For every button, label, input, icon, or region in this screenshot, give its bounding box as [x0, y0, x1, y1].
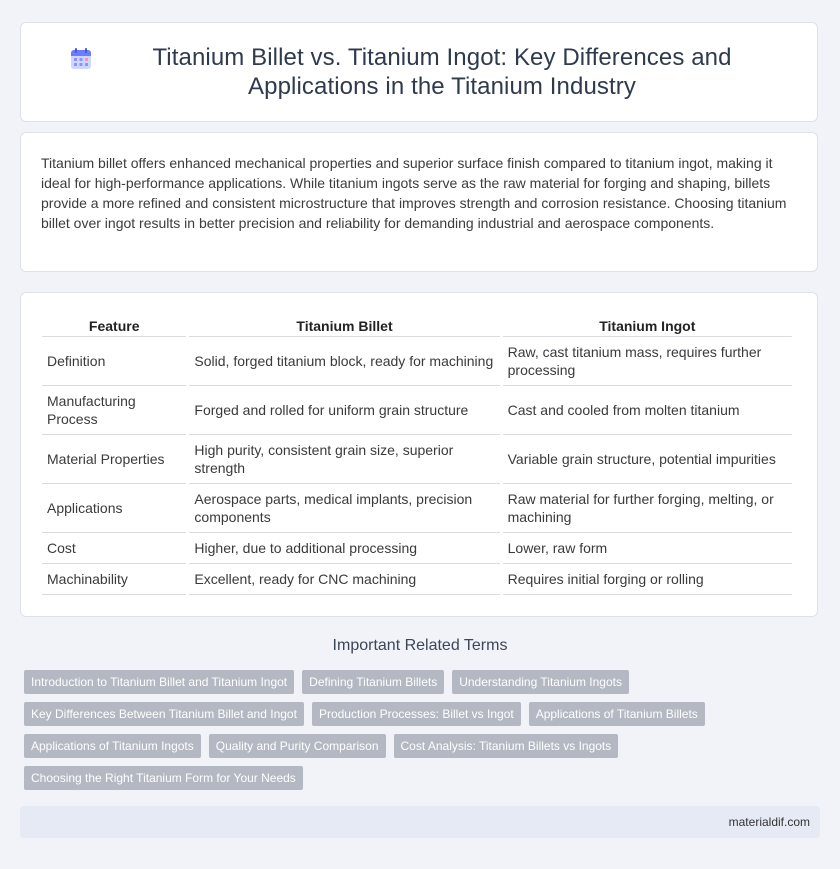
related-term-tag[interactable]: Cost Analysis: Titanium Billets vs Ingots [394, 734, 619, 758]
row-billet: Aerospace parts, medical implants, precision components [189, 484, 499, 533]
related-term-tag[interactable]: Quality and Purity Comparison [209, 734, 386, 758]
table-row [42, 564, 792, 595]
related-term-tag[interactable]: Understanding Titanium Ingots [452, 670, 629, 694]
row-ingot: Variable grain structure, potential impurities [503, 435, 792, 484]
header-titanium-ingot: Titanium Ingot [503, 314, 792, 337]
table-row [42, 533, 792, 564]
row-billet: Higher, due to additional processing [189, 533, 499, 564]
related-term-tag[interactable]: Key Differences Between Titanium Billet and Ingot [24, 702, 304, 726]
related-term-tag[interactable]: Choosing the Right Titanium Form for Your Needs [24, 766, 303, 790]
related-term-tag[interactable]: Introduction to Titanium Billet and Titanium Ingot [24, 670, 294, 694]
row-feature: Applications [42, 484, 186, 533]
related-terms-heading: Important Related Terms [332, 637, 508, 654]
table-row [42, 337, 792, 386]
footer-bar [20, 806, 820, 838]
row-billet: Solid, forged titanium block, ready for machining [189, 337, 499, 386]
title-row [69, 43, 769, 101]
footer-site-link[interactable]: materialdif.com [728, 815, 810, 829]
comparison-table [39, 314, 795, 595]
table-row [42, 484, 792, 533]
row-feature: Material Properties [42, 435, 186, 484]
related-terms-list [24, 670, 814, 790]
table-row [42, 386, 792, 435]
row-feature: Cost [42, 533, 186, 564]
row-ingot: Cast and cooled from molten titanium [503, 386, 792, 435]
intro-card [20, 132, 818, 272]
row-ingot: Raw material for further forging, melting, or machining [503, 484, 792, 533]
row-feature: Machinability [42, 564, 186, 595]
table-row [42, 435, 792, 484]
table-header-row [42, 314, 792, 337]
row-ingot: Raw, cast titanium mass, requires further processing [503, 337, 792, 386]
related-term-tag[interactable]: Applications of Titanium Ingots [24, 734, 201, 758]
title-card [20, 22, 818, 122]
row-ingot: Lower, raw form [503, 533, 792, 564]
row-billet: Forged and rolled for uniform grain structure [189, 386, 499, 435]
related-term-tag[interactable]: Defining Titanium Billets [302, 670, 444, 694]
comparison-card [20, 292, 818, 617]
header-titanium-billet: Titanium Billet [189, 314, 499, 337]
related-term-tag[interactable]: Production Processes: Billet vs Ingot [312, 702, 521, 726]
header-feature: Feature [42, 314, 186, 337]
page-title: Titanium Billet vs. Titanium Ingot: Key Differences and Applications in the Titanium Industry [152, 44, 732, 100]
row-billet: High purity, consistent grain size, superior strength [189, 435, 499, 484]
related-term-tag[interactable]: Applications of Titanium Billets [529, 702, 705, 726]
row-billet: Excellent, ready for CNC machining [189, 564, 499, 595]
row-ingot: Requires initial forging or rolling [503, 564, 792, 595]
row-feature: Manufacturing Process [42, 386, 186, 435]
row-feature: Definition [42, 337, 186, 386]
calendar-icon [69, 47, 93, 71]
intro-paragraph: Titanium billet offers enhanced mechanical properties and superior surface finish compared to titanium ingot, making it ideal for high-performance applications. While titanium ingots serve as the raw material for forging and shaping, billets provide a more refined and consistent microstructure that improves strength and corrosion resistance. Choosing titanium billet over ingot results in better precision and reliability for demanding industrial and aerospace components. [41, 155, 787, 231]
